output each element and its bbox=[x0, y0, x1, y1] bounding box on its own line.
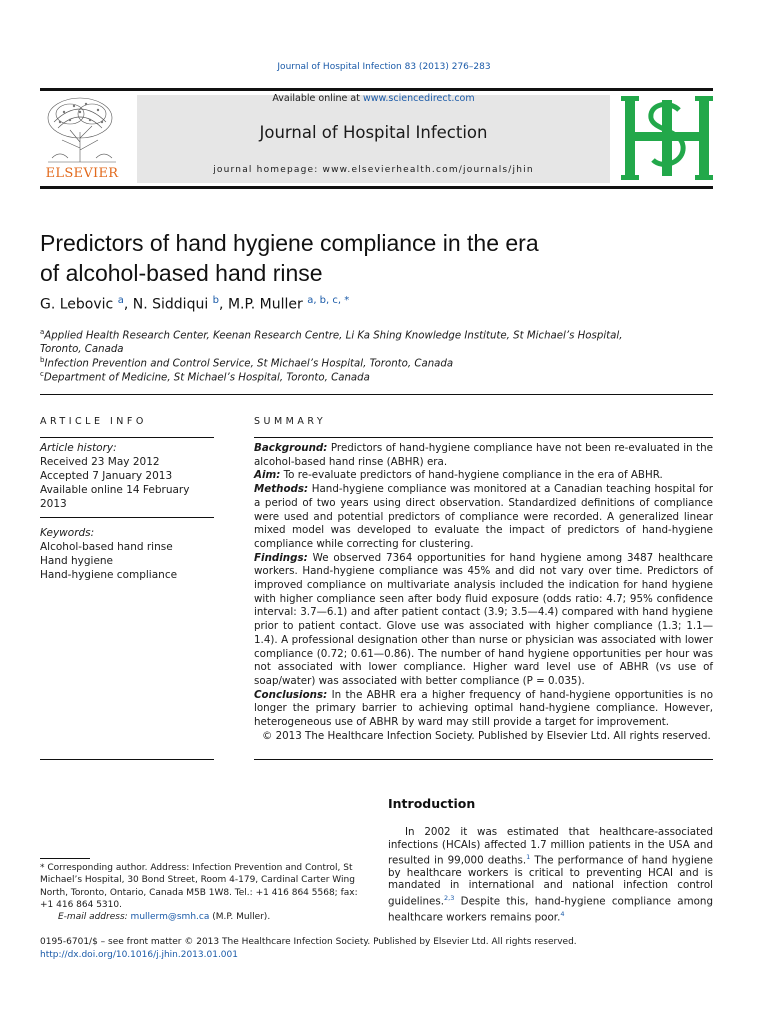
keywords-label: Keywords: bbox=[40, 527, 95, 539]
affiliation-marker: b bbox=[40, 356, 45, 364]
front-matter bbox=[40, 936, 720, 962]
author-name[interactable]: G. Lebovic bbox=[40, 296, 114, 313]
author-affil-marker[interactable]: a bbox=[117, 295, 124, 306]
affiliation-c bbox=[40, 367, 720, 385]
email-link[interactable]: mullerm@smh.ca bbox=[130, 912, 210, 923]
keywords-block bbox=[40, 526, 214, 582]
keyword[interactable]: Alcohol-based hand rinse bbox=[40, 541, 173, 553]
abstract-text: In the ABHR era a higher frequency of hand-hygiene opportunities is no longer the primary barrier to achieving optimal hand-hygiene compliance. However, heterogeneous use of ABHR by ward may still provide a target for improvement. bbox=[254, 688, 713, 729]
affiliation-marker: a bbox=[40, 328, 45, 336]
keyword[interactable]: Hand hygiene bbox=[40, 555, 114, 567]
sciencedirect-link[interactable]: www.sciencedirect.com bbox=[362, 93, 475, 104]
abstract-label: Background: bbox=[254, 442, 328, 454]
article-info-end-rule bbox=[40, 759, 214, 760]
abstract-findings bbox=[254, 552, 713, 689]
abstract-text: Predictors of hand-hygiene compliance have not been re-evaluated in the alcohol-based hand rinse (ABHR) era. bbox=[254, 442, 713, 468]
section-divider bbox=[40, 394, 713, 395]
intro-text: In 2002 it was estimated that healthcare-associated infections (HCAIs) affected 1.7 million patients in the USA and resulted in 99,000 deaths. bbox=[388, 826, 713, 867]
abstract-label: Methods: bbox=[254, 483, 309, 496]
journal-homepage[interactable]: journal homepage: www.elsevierhealth.com/journals/jhin bbox=[213, 165, 534, 175]
abstract-aim bbox=[254, 469, 713, 483]
article-title-line-1: Predictors of hand hygiene compliance in the era bbox=[40, 230, 539, 256]
article-info-heading: ARTICLE INFO bbox=[40, 416, 147, 427]
summary-end-rule bbox=[254, 759, 713, 760]
journal-title: Journal of Hospital Infection bbox=[259, 123, 488, 142]
doi-link[interactable]: http://dx.doi.org/10.1016/j.jhin.2013.01.001 bbox=[40, 950, 238, 960]
corresponding-author-footnote bbox=[40, 862, 368, 923]
affiliation-marker: c bbox=[40, 370, 44, 378]
available-online bbox=[137, 93, 610, 104]
keyword[interactable]: Hand-hygiene compliance bbox=[40, 569, 178, 581]
footnote-rule bbox=[40, 858, 90, 859]
reference-link[interactable]: 4 bbox=[560, 909, 565, 918]
article-history-label: Article history: bbox=[40, 442, 117, 454]
reference-link[interactable]: 2,3 bbox=[444, 893, 455, 902]
abstract-copyright: © 2013 The Healthcare Infection Society. Published by Elsevier Ltd. All rights reserved. bbox=[262, 729, 711, 742]
summary-rule bbox=[254, 437, 713, 438]
elsevier-wordmark: ELSEVIER bbox=[45, 166, 119, 181]
available-online-label: Available online at bbox=[272, 93, 363, 104]
his-journal-logo bbox=[621, 92, 713, 184]
abstract-text: Hand-hygiene compliance was monitored at a Canadian teaching hospital for a period of two years using direct observation. Standardized definitions of compliance were used and potential predictors of compliance were recorded. A generalized linear mixed model was developed to evaluate the impact of predictors of hand-hygiene compliance while correcting for clustering. bbox=[254, 483, 713, 550]
abstract-label: Findings: bbox=[254, 551, 308, 564]
affiliation-text: Applied Health Research Center, Keenan Research Centre, Li Ka Shing Knowledge Institute, St Michael’s Hospital, bbox=[44, 330, 623, 342]
online-date-year: 2013 bbox=[40, 498, 67, 510]
author-name[interactable]: M.P. Muller bbox=[227, 296, 303, 313]
issn-line: 0195-6701/$ – see front matter © 2013 The Healthcare Infection Society. Published by Elsevier Ltd. All rights reserved. bbox=[40, 937, 577, 947]
keywords-rule bbox=[40, 517, 214, 518]
accepted-date: Accepted 7 January 2013 bbox=[40, 470, 173, 482]
received-date: Received 23 May 2012 bbox=[40, 456, 160, 468]
reference-link[interactable]: 1 bbox=[526, 853, 531, 861]
abstract-text: To re-evaluate predictors of hand-hygiene compliance in the era of ABHR. bbox=[280, 469, 663, 482]
abstract-background bbox=[254, 442, 713, 469]
author-affil-marker[interactable]: b bbox=[212, 295, 220, 306]
abstract-conclusions bbox=[254, 689, 713, 730]
abstract-text: We observed 7364 opportunities for hand hygiene among 3487 healthcare workers. Hand-hygiene compliance was 45% and did not vary over time. Predictors of improved compliance on multivariate analysis included the indication for hand hygiene with higher compliance seen after body fluid exposure (odds ratio: 4.7; 95% confidence interval: 3.7—6.1) and after patient contact (3.9; 3.5—4.4) compared with hand hygiene prior to patient contact. Glove use was associated with higher compliance (1.3; 1.1—1.4). A professional designation other than nurse or physician was associated with lower compliance (0.72; 0.61—0.86). The number of hand hygiene opportunities per hour was not associated with lower compliance. Higher ward level use of ABHR (vs use of soap/water) was associated with better compliance (P = 0.035). bbox=[254, 551, 713, 687]
affiliation-text: Toronto, Canada bbox=[40, 344, 124, 356]
affiliation-text: Department of Medicine, St Michael’s Hospital, Toronto, Canada bbox=[43, 372, 370, 384]
footnote-text: * Corresponding author. Address: Infection Prevention and Control, St Michael’s Hospital, 30 Bond Street, Room 4-179, Cardinal Carter Wing North, Toronto, Ontario, Canada M5B 1W8. Tel.: +1 416 864 5568; fax: +1 416 864 5310. bbox=[40, 863, 358, 910]
email-label: E-mail address: bbox=[58, 912, 128, 923]
article-history bbox=[40, 441, 214, 511]
affiliation-text: Infection Prevention and Control Service, St Michael’s Hospital, Toronto, Canada bbox=[44, 358, 454, 370]
introduction-paragraph bbox=[388, 826, 713, 924]
introduction-heading: Introduction bbox=[388, 796, 476, 811]
header-top-rule bbox=[40, 88, 713, 91]
header-bottom-rule bbox=[40, 186, 713, 189]
abstract-label: Aim: bbox=[254, 469, 281, 482]
online-date: Available online 14 February bbox=[40, 484, 190, 496]
author-name[interactable]: N. Siddiqui bbox=[132, 296, 209, 313]
author-affil-marker[interactable]: a, b, c, * bbox=[307, 295, 350, 306]
journal-citation: Journal of Hospital Infection 83 (2013) 276–283 bbox=[277, 62, 491, 72]
email-owner: (M.P. Muller). bbox=[209, 912, 271, 923]
article-title bbox=[40, 228, 700, 288]
article-info-rule bbox=[40, 437, 214, 438]
abstract bbox=[254, 442, 713, 743]
author-list: G. Lebovic $^a$, N. Siddiqui $^b$, M.P. Muller $^{a, b, c, *}$ bbox=[40, 295, 350, 313]
article-title-line-2: of alcohol-based hand rinse bbox=[40, 260, 323, 286]
abstract-label: Conclusions: bbox=[254, 688, 328, 701]
summary-heading: SUMMARY bbox=[254, 416, 327, 427]
intro-text: Despite this, hand-hygiene compliance among healthcare workers remains poor. bbox=[388, 895, 713, 924]
abstract-methods bbox=[254, 483, 713, 552]
intro-text: The performance of hand hygiene by healthcare workers is critical to preventing HCAI and is mandated in international and national infection control guidelines. bbox=[388, 854, 714, 908]
